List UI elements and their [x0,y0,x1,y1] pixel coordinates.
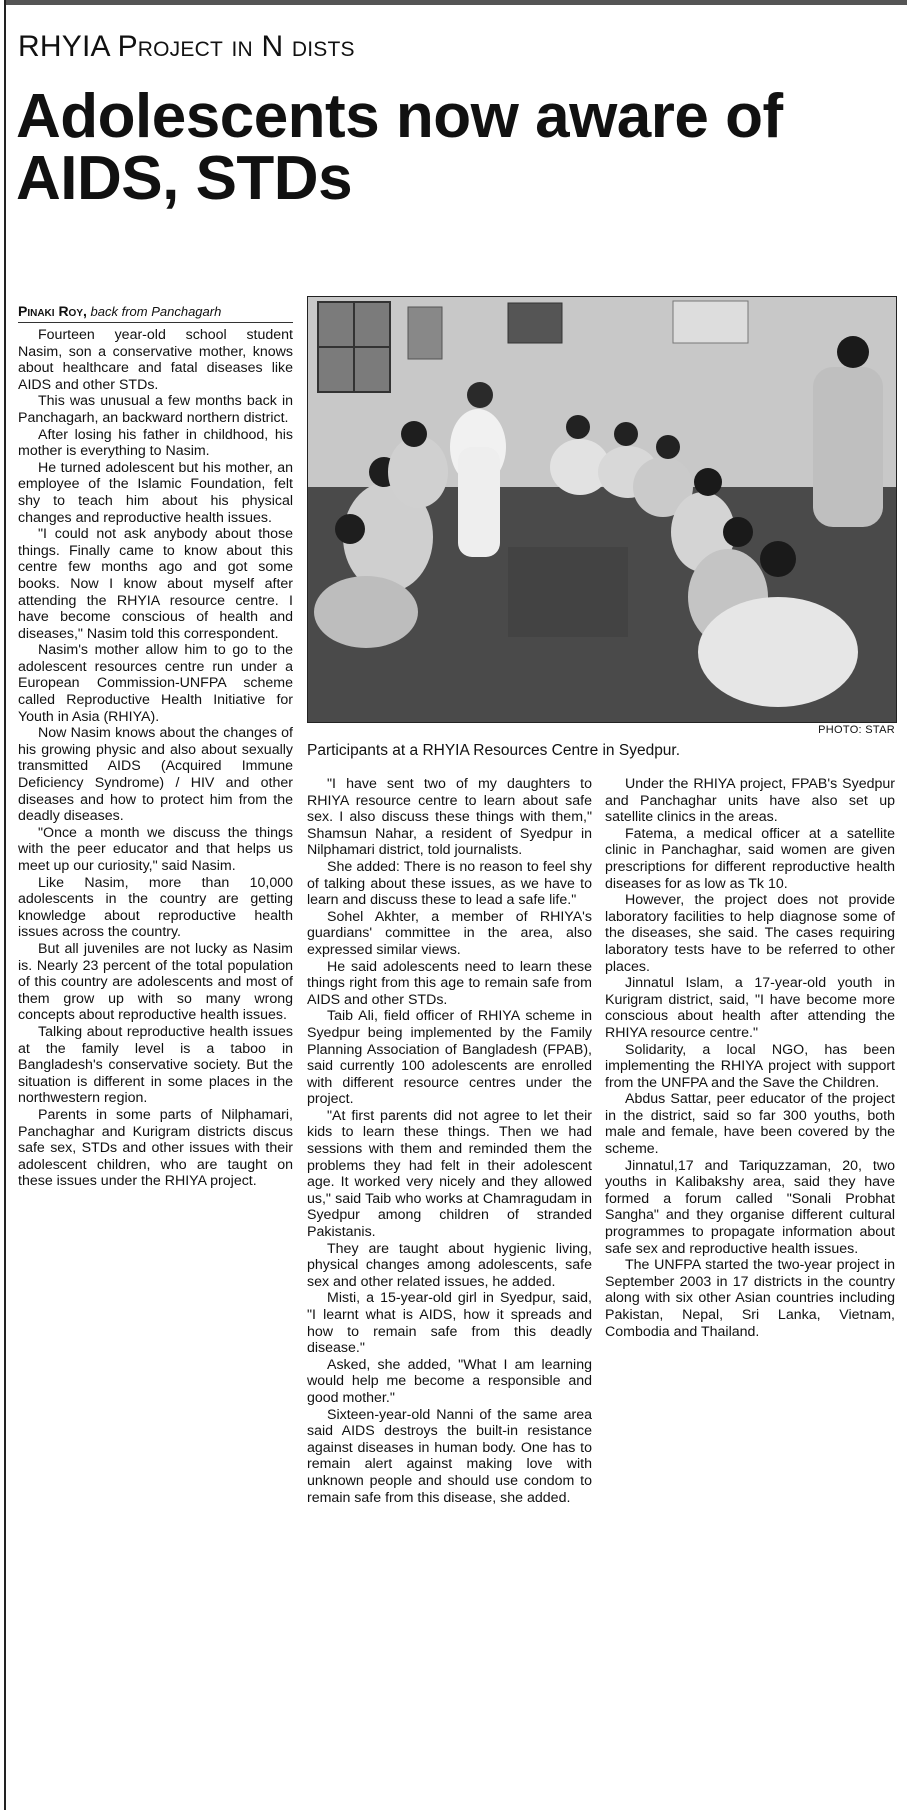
paragraph: Like Nasim, more than 10,000 adolescents in the country are getting knowledge about reproductive health issues across the country. [18,874,293,941]
paragraph: Jinnatul,17 and Tariquzzaman, 20, two youths in Kalibakshy area, said they have formed a forum called "Sonali Probhat Sangha" and they organise different cultural programmes to propagate information about safe sex and reproductive health issues. [605,1157,895,1257]
paragraph: Talking about reproductive health issues at the family level is a taboo in Bangladesh's conservative society. But the situation is different in some places in the northwestern region. [18,1023,293,1107]
article-column-3 [605,776,895,1806]
paragraph: However, the project does not provide laboratory facilities to help diagnose some of the diseases, she said. The cases requiring laboratory tests have to be referred to other places. [605,892,895,975]
headline: Adolescents now aware of AIDS, STDs [16,82,783,213]
paragraph: They are taught about hygienic living, physical changes among adolescents, safe sex and other related issues, he added. [307,1240,592,1290]
paragraph: Parents in some parts of Nilphamari, Panchaghar and Kurigram districts discus safe sex, STDs and other issues with their adolescent children, who are taught on these issues under the RHIYA project. [18,1106,293,1190]
paragraph: After losing his father in childhood, his mother is everything to Nasim. [18,426,293,460]
paragraph: He turned adolescent but his mother, an employee of the Islamic Foundation, felt shy to teach him about his physical changes and reproductive health issues. [18,459,293,526]
article-photo [307,296,897,723]
paragraph: Sohel Akhter, a member of RHIYA's guardians' committee in the area, also expressed similar views. [307,908,592,958]
paragraph: "I have sent two of my daughters to RHIYA resource centre to learn about safe sex. I also discuss these things with them," Shamsun Nahar, a resident of Syedpur in Nilphamari district, told journalists. [307,776,592,859]
byline [18,303,293,319]
top-rule [6,0,907,5]
paragraph: But all juveniles are not lucky as Nasim is. Nearly 23 percent of the total population of this country are adolescents and most of them grow up with so many wrong concepts about reproductive health issues. [18,940,293,1024]
photo-caption: Participants at a RHYIA Resources Centre in Syedpur. [307,742,681,759]
paragraph: Fourteen year-old school student Nasim, son a conservative mother, knows about healthcare and fatal diseases like AIDS and other STDs. [18,327,293,393]
paragraph: Nasim's mother allow him to go to the adolescent resources centre run under a European Commission-UNFPA scheme called Reproductive Health Initiative for Youth in Asia (RHIYA). [18,642,293,725]
kicker: RHYIA Project in N dists [18,30,355,63]
photo-illustration [308,297,896,722]
paragraph: Now Nasim knows about the changes of his growing physic and also about sexually transmitted AIDS (Acquired Immune Deficiency Syndrome) / HIV and other diseases and how to protect him from the deadly diseases. [18,725,293,825]
byline-rule [18,322,293,323]
paragraph: "At first parents did not agree to let their kids to learn these things. Then we had sessions with them and reminded them the problems they had felt in their adolescent age. It worked very nicely and they allowed us," said Taib who works at Chamragudam in Syedpur among children of stranded Pakistanis. [307,1107,592,1241]
paragraph: She added: There is no reason to feel shy of talking about these issues, as we have to learn and discuss these to lead a safe life." [307,858,592,909]
byline-origin: back from Panchagarh [90,304,222,319]
byline-author: Pinaki Roy, [18,303,87,319]
paragraph: Jinnatul Islam, a 17-year-old youth in Kurigram district, said, "I have become more conscious about health after attending the RHIYA resource centre." [605,975,895,1041]
paragraph: He said adolescents need to learn these things right from this age to remain safe from AIDS and other STDs. [307,958,592,1008]
paragraph: Solidarity, a local NGO, has been implementing the RHIYA project with support from the UNFPA and the Save the Children. [605,1041,895,1091]
paragraph: The UNFPA started the two-year project in September 2003 in 17 districts in the country along with six other Asian countries including Pakistan, Nepal, Sri Lanka, Vietnam, Combodia and Thailand. [605,1257,895,1340]
left-column-rule [4,0,6,1810]
paragraph: Taib Ali, field officer of RHIYA scheme in Syedpur being implemented by the Family Planning Association of Bangladesh (FPAB), said currently 100 adolescents are enrolled with different resource centres under the project. [307,1008,592,1108]
paragraph: "I could not ask anybody about those things. Finally came to know about this centre few months ago and got some books. Now I know about myself after attending the RHYIA resource centre. I have become conscious of health and diseases," Nasim told this correspondent. [18,526,293,642]
paragraph: Fatema, a medical officer at a satellite clinic in Panchaghar, said women are given prescriptions for different reproductive health diseases for as low as Tk 10. [605,825,895,892]
article-column-1 [18,327,293,1807]
paragraph: Abdus Sattar, peer educator of the project in the district, said so far 300 youths, both male and female, have been covered by the scheme. [605,1091,895,1158]
paragraph: Asked, she added, "What I am learning would help me become a responsible and good mother." [307,1356,592,1406]
photo-credit: PHOTO: STAR [818,724,895,736]
paragraph: Misti, a 15-year-old girl in Syedpur, said, "I learnt what is AIDS, how it spreads and how to remain safe from this deadly disease." [307,1290,592,1357]
paragraph: Under the RHIYA project, FPAB's Syedpur and Panchaghar units have also set up satellite clinics in the areas. [605,776,895,826]
paragraph: "Once a month we discuss the things with the peer educator and that helps us meet up our curiosity," said Nasim. [18,824,293,874]
paragraph: Sixteen-year-old Nanni of the same area said AIDS destroys the built-in resistance against diseases in human body. One has to remain alert against making love with unknown people and should use condom to remain safe from this disease, she added. [307,1406,592,1506]
paragraph: This was unusual a few months back in Panchagarh, an backward northern district. [18,393,293,426]
article-column-2 [307,776,592,1806]
